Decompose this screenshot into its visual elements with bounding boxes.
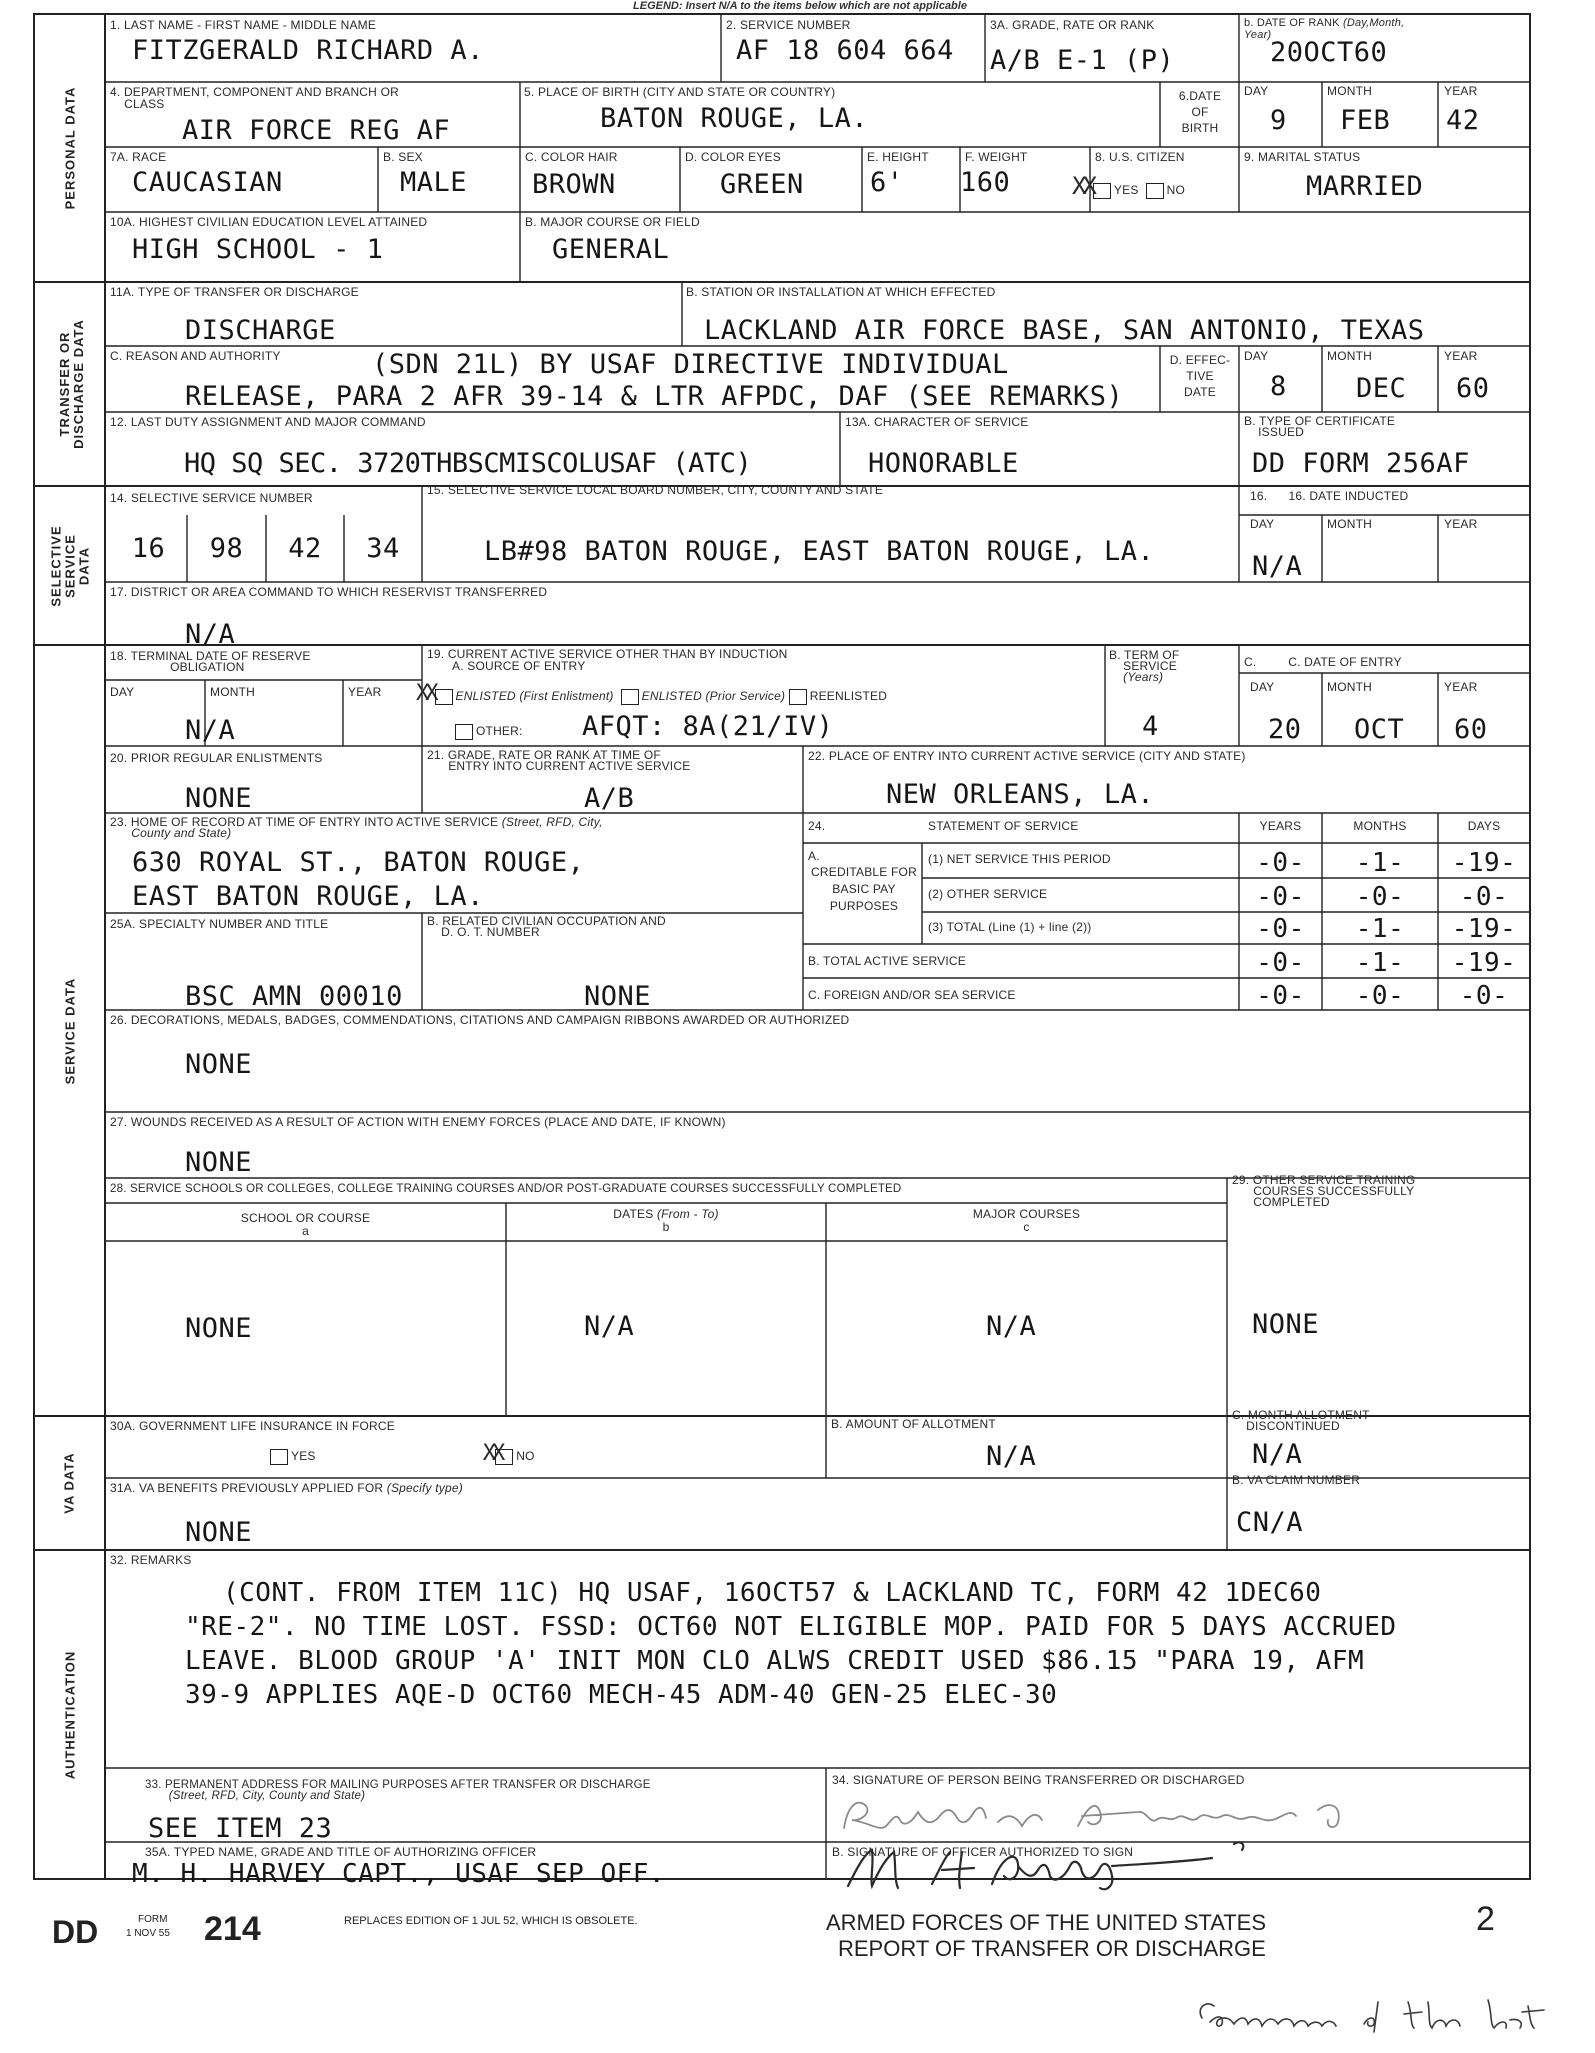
prior-enlistments-value: NONE (185, 783, 253, 814)
citizen-label: 8. U.S. CITIZEN (1095, 150, 1185, 164)
doe-month-label: MONTH (1327, 680, 1372, 694)
eff-day-value: 8 (1270, 371, 1287, 402)
effective-date-label: D. EFFEC- TIVE DATE (1169, 353, 1231, 399)
allotment-value: N/A (986, 1441, 1037, 1472)
reason-line-2: RELEASE, PARA 2 AFR 39-14 & LTR AFPDC, DAF (SEE REMARKS) (185, 381, 1124, 412)
row-total-years: -0- (1256, 914, 1305, 944)
eff-year-value: 60 (1456, 373, 1490, 404)
mailing-address-label: 33. PERMANENT ADDRESS FOR MAILING PURPOSES AFTER TRANSFER OR DISCHARGE (Street, RFD, City, County and State) (145, 1779, 651, 1802)
signature-label: 34. SIGNATURE OF PERSON BEING TRANSFERRED OR DISCHARGED (832, 1773, 1245, 1787)
grade-at-entry-label: 21. GRADE, RATE OR RANK AT TIME OF ENTRY INTO CURRENT ACTIVE SERVICE (427, 748, 691, 773)
form-label: FORM (138, 1914, 168, 1925)
citizen-yes-checkbox[interactable] (1093, 183, 1111, 199)
row-foreign-months: -0- (1355, 981, 1405, 1011)
ssn-part-3: 42 (288, 533, 322, 564)
specialty-value: BSC AMN 00010 (185, 981, 403, 1012)
row-total-active-months: -1- (1355, 948, 1405, 978)
insurance-yes-checkbox[interactable] (270, 1449, 288, 1465)
grade-at-entry-value: A/B (584, 783, 635, 814)
certificate-value: DD FORM 256AF (1252, 448, 1470, 479)
officer-label: 35A. TYPED NAME, GRADE AND TITLE OF AUTHORIZING OFFICER (145, 1845, 537, 1859)
prior-enlistments-label: 20. PRIOR REGULAR ENLISTMENTS (110, 751, 323, 765)
reason-line-1: (SDN 21L) BY USAF DIRECTIVE INDIVIDUAL (372, 349, 1009, 380)
ssn-part-1: 16 (131, 533, 166, 564)
term-of-service-value: 4 (1142, 711, 1159, 742)
other-checkbox[interactable] (455, 724, 473, 740)
other-training-label: 29. OTHER SERVICE TRAINING COURSES SUCCESSFULLY COMPLETED (1232, 1173, 1416, 1209)
service-number-label: 2. SERVICE NUMBER (726, 18, 851, 32)
home-of-record-line-2: EAST BATON ROUGE, LA. (132, 881, 484, 912)
row-total-active-label: B. TOTAL ACTIVE SERVICE (808, 954, 966, 968)
major-field-label: B. MAJOR COURSE OR FIELD (525, 215, 700, 229)
local-board-label: 15. SELECTIVE SERVICE LOCAL BOARD NUMBER, CITY, COUNTY AND STATE (427, 483, 884, 497)
row-total-active-years: -0- (1256, 948, 1305, 978)
reserve-obligation-label: 18. TERMINAL DATE OF RESERVE OBLIGATION (110, 649, 311, 674)
weight-label: F. WEIGHT (965, 150, 1028, 164)
name-label: 1. LAST NAME - FIRST NAME - MIDDLE NAME (110, 18, 377, 32)
citizen-no-checkbox[interactable] (1146, 183, 1164, 199)
race-value: CAUCASIAN (132, 167, 283, 198)
inducted-day-label: DAY (1250, 517, 1275, 531)
certificate-label: B. TYPE OF CERTIFICATE ISSUED (1244, 414, 1396, 439)
place-of-entry-value: NEW ORLEANS, LA. (886, 779, 1155, 810)
ssn-part-4: 34 (366, 533, 400, 564)
row-other-service-days: -0- (1459, 882, 1509, 912)
name-value: FITZGERALD RICHARD A. (132, 35, 484, 66)
footer-title-1: ARMED FORCES OF THE UNITED STATES (826, 1910, 1267, 1935)
transfer-type-label: 11A. TYPE OF TRANSFER OR DISCHARGE (110, 285, 359, 299)
other-option: OTHER: (455, 724, 523, 740)
row-foreign-years: -0- (1256, 981, 1305, 1011)
remarks-line-2: "RE-2". NO TIME LOST. FSSD: OCT60 NOT ELIGIBLE MOP. PAID FOR 5 DAYS ACCRUED (185, 1612, 1397, 1642)
source-options: XX ENLISTED (First Enlistment) ENLISTED (Prior Service) REENLISTED (416, 681, 888, 706)
statement-label: STATEMENT OF SERVICE (928, 819, 1079, 833)
row-net-service-days: -19- (1451, 848, 1517, 878)
eff-day-label: DAY (1244, 349, 1269, 363)
remarks-line-1: (CONT. FROM ITEM 11C) HQ USAF, 16OCT57 & LACKLAND TC, FORM 42 1DEC60 (223, 1578, 1322, 1608)
enlisted-first-checkbox[interactable] (435, 689, 453, 705)
height-label: E. HEIGHT (867, 150, 929, 164)
term-of-service-label: B. TERM OF SERVICE (Years) (1109, 648, 1180, 684)
row-total-months: -1- (1355, 914, 1405, 944)
section-va-data: VA DATA (62, 1452, 77, 1514)
handwritten-note (1188, 1988, 1568, 2038)
date-of-birth-label: 6.DATE OF BIRTH (1178, 89, 1222, 135)
major-courses-value: N/A (986, 1311, 1037, 1342)
creditable-label: CREDITABLE FOR BASIC PAY PURPOSES (811, 865, 917, 913)
decorations-value: NONE (185, 1049, 253, 1080)
dob-month-value: FEB (1340, 105, 1391, 136)
allotment-label: B. AMOUNT OF ALLOTMENT (831, 1417, 996, 1431)
last-duty-label: 12. LAST DUTY ASSIGNMENT AND MAJOR COMMAND (110, 415, 426, 429)
reserve-day-label: DAY (110, 685, 135, 699)
section-authentication: AUTHENTICATION (62, 1650, 77, 1779)
station-label: B. STATION OR INSTALLATION AT WHICH EFFECTED (686, 285, 996, 299)
weight-value: 160 (960, 167, 1011, 198)
schools-label: 28. SERVICE SCHOOLS OR COLLEGES, COLLEGE TRAINING COURSES AND/OR POST-GRADUATE COURSES SUCCESSFULLY COMPLETED (110, 1183, 902, 1195)
form-dd-label: DD (52, 1914, 99, 1950)
eyes-value: GREEN (720, 169, 804, 200)
discontinued-label: C. MONTH ALLOTMENT DISCONTINUED (1232, 1408, 1370, 1433)
row-foreign-label: C. FOREIGN AND/OR SEA SERVICE (808, 988, 1016, 1002)
school-column-header: SCHOOL OR COURSE a (240, 1211, 371, 1238)
dob-month-label: MONTH (1327, 84, 1372, 98)
inducted-year-label: YEAR (1444, 517, 1478, 531)
row-net-service-months: -1- (1355, 848, 1405, 878)
marital-value: MARRIED (1306, 171, 1424, 202)
statement-number: 24. (808, 819, 826, 833)
footer-title-2: REPORT OF TRANSFER OR DISCHARGE (838, 1936, 1266, 1961)
row-other-service-label: (2) OTHER SERVICE (928, 887, 1048, 901)
last-duty-value: HQ SQ SEC. 3720THBSCMISCOLUSAF (ATC) (184, 448, 752, 479)
department-label: 4. DEPARTMENT, COMPONENT AND BRANCH OR CLASS (110, 85, 399, 111)
service-number-value: AF 18 604 664 (736, 35, 954, 66)
insurance-options: YES XX NO (270, 1448, 535, 1465)
height-value: 6' (870, 167, 904, 198)
remarks-line-3: LEAVE. BLOOD GROUP 'A' INIT MON CLO ALWS CREDIT USED $86.15 "PARA 19, AFM (185, 1646, 1365, 1676)
section-selective-service-data: SELECTIVE SERVICE DATA (49, 524, 92, 607)
ssn-part-2: 98 (209, 533, 244, 564)
row-net-service-label: (1) NET SERVICE THIS PERIOD (928, 852, 1111, 866)
form-date: 1 NOV 55 (126, 1928, 170, 1939)
eyes-label: D. COLOR EYES (685, 150, 781, 164)
source-mark: XX (416, 681, 435, 706)
benefits-label: 31A. VA BENEFITS PREVIOUSLY APPLIED FOR (Specify type) (110, 1481, 463, 1495)
civilian-occupation-label: B. RELATED CIVILIAN OCCUPATION AND D. O. T. NUMBER (427, 914, 666, 939)
other-training-value: NONE (1252, 1309, 1320, 1340)
citizen-checkboxes: XX YES NO (1072, 172, 1186, 200)
date-inducted-label: 16. 16. DATE INDUCTED (1250, 489, 1409, 503)
source-of-entry-label: A. SOURCE OF ENTRY (452, 659, 586, 673)
sex-value: MALE (400, 167, 468, 198)
officer-signature-label: B. SIGNATURE OF OFFICER AUTHORIZED TO SIGN (832, 1845, 1134, 1859)
transfer-type-value: DISCHARGE (185, 315, 336, 346)
eff-year-label: YEAR (1444, 349, 1478, 363)
civilian-occupation-value: NONE (584, 981, 652, 1012)
dates-column-header: DATES (From - To) b (613, 1207, 719, 1234)
doe-year-value: 60 (1454, 714, 1488, 745)
reenlisted-checkbox[interactable] (789, 689, 807, 705)
section-transfer-data: TRANSFER OR DISCHARGE DATA (57, 319, 87, 449)
wounds-label: 27. WOUNDS RECEIVED AS A RESULT OF ACTION WITH ENEMY FORCES (PLACE AND DATE, IF KNOWN) (110, 1115, 726, 1129)
creditable-a-label: A. (808, 849, 820, 863)
hair-label: C. COLOR HAIR (525, 150, 618, 164)
insurance-mark: XX (482, 1441, 502, 1466)
transferee-signature (838, 1782, 1438, 1842)
doe-day-value: 20 (1268, 714, 1302, 745)
local-board-value: LB#98 BATON ROUGE, EAST BATON ROUGE, LA. (484, 536, 1155, 567)
eff-month-label: MONTH (1327, 349, 1372, 363)
education-label: 10A. HIGHEST CIVILIAN EDUCATION LEVEL ATTAINED (110, 215, 428, 229)
date-of-rank-label: b. DATE OF RANK (Day,Month, Year) (1244, 17, 1405, 41)
grade-value: A/B E-1 (P) (990, 45, 1175, 76)
dob-day-value: 9 (1270, 105, 1287, 136)
eff-month-value: DEC (1356, 373, 1407, 404)
place-of-birth-value: BATON ROUGE, LA. (600, 103, 869, 134)
decorations-label: 26. DECORATIONS, MEDALS, BADGES, COMMENDATIONS, CITATIONS AND CAMPAIGN RIBBONS AWARDED OR AUTHORIZED (110, 1013, 850, 1027)
reason-label: C. REASON AND AUTHORITY (110, 349, 281, 363)
doe-month-value: OCT (1354, 714, 1405, 745)
education-value: HIGH SCHOOL - 1 (132, 234, 384, 265)
claim-label: B. VA CLAIM NUMBER (1232, 1473, 1361, 1487)
benefits-value: NONE (185, 1517, 253, 1548)
specialty-label: 25A. SPECIALTY NUMBER AND TITLE (110, 917, 329, 931)
row-total-days: -19- (1451, 914, 1517, 944)
grade-label: 3A. GRADE, RATE OR RANK (990, 18, 1155, 32)
place-of-entry-label: 22. PLACE OF ENTRY INTO CURRENT ACTIVE SERVICE (CITY AND STATE) (808, 749, 1246, 763)
enlisted-prior-checkbox[interactable] (621, 689, 639, 705)
officer-value: M. H. HARVEY CAPT., USAF SEP OFF. (132, 1859, 666, 1889)
major-courses-column-header: MAJOR COURSES c (972, 1207, 1081, 1234)
citizen-mark: XX (1072, 172, 1093, 200)
mailing-address-value: SEE ITEM 23 (148, 1813, 333, 1844)
ssn-label: 14. SELECTIVE SERVICE NUMBER (110, 491, 313, 505)
station-value: LACKLAND AIR FORCE BASE, SAN ANTONIO, TEXAS (704, 315, 1425, 346)
doe-year-label: YEAR (1444, 680, 1478, 694)
major-field-value: GENERAL (552, 234, 670, 265)
reserve-year-label: YEAR (348, 685, 382, 699)
school-value: NONE (185, 1313, 253, 1344)
row-foreign-days: -0- (1459, 981, 1509, 1011)
remarks-line-4: 39-9 APPLIES AQE-D OCT60 MECH-45 ADM-40 GEN-25 ELEC-30 (185, 1680, 1058, 1710)
district-label: 17. DISTRICT OR AREA COMMAND TO WHICH RESERVIST TRANSFERRED (110, 585, 548, 599)
dob-year-label: YEAR (1444, 84, 1478, 98)
row-total-active-days: -19- (1451, 948, 1517, 978)
race-label: 7A. RACE (110, 150, 167, 164)
row-total-label: (3) TOTAL (Line (1) + line (2)) (928, 920, 1092, 934)
row-other-service-months: -0- (1355, 882, 1405, 912)
years-label: YEARS (1259, 819, 1302, 833)
date-of-rank-value: 20OCT60 (1270, 37, 1388, 68)
district-value: N/A (185, 619, 236, 650)
insurance-label: 30A. GOVERNMENT LIFE INSURANCE IN FORCE (110, 1419, 395, 1433)
dob-day-label: DAY (1244, 84, 1269, 98)
reserve-obligation-value: N/A (185, 715, 236, 746)
reserve-month-label: MONTH (210, 685, 255, 699)
page-number: 2 (1476, 1900, 1495, 1938)
wounds-value: NONE (185, 1147, 253, 1178)
officer-signature (842, 1836, 1312, 1896)
home-of-record-label: 23. HOME OF RECORD AT TIME OF ENTRY INTO ACTIVE SERVICE (Street, RFD, City, County and State) (110, 815, 603, 840)
character-value: HONORABLE (868, 448, 1019, 479)
sex-label: B. SEX (383, 150, 423, 164)
row-net-service-years: -0- (1256, 848, 1305, 878)
insurance-no-checkbox[interactable] (495, 1449, 513, 1465)
home-of-record-line-1: 630 ROYAL ST., BATON ROUGE, (132, 847, 585, 878)
marital-label: 9. MARITAL STATUS (1244, 150, 1361, 164)
place-of-birth-label: 5. PLACE OF BIRTH (CITY AND STATE OR COUNTRY) (524, 85, 836, 99)
months-label: MONTHS (1353, 819, 1407, 833)
current-service-label: 19. CURRENT ACTIVE SERVICE OTHER THAN BY INDUCTION (427, 647, 788, 661)
form-number: 214 (204, 1910, 261, 1948)
date-inducted-value: N/A (1252, 551, 1303, 582)
dob-year-value: 42 (1446, 105, 1480, 136)
department-value: AIR FORCE REG AF (182, 115, 451, 146)
afqt-value: AFQT: 8A(21/IV) (582, 711, 834, 742)
discontinued-value: N/A (1252, 1439, 1303, 1470)
date-of-entry-label: C. C. DATE OF ENTRY (1244, 655, 1402, 669)
replaces-note: REPLACES EDITION OF 1 JUL 52, WHICH IS OBSOLETE. (344, 1915, 638, 1927)
section-service-data: SERVICE DATA (62, 977, 77, 1084)
doe-day-label: DAY (1250, 680, 1275, 694)
character-label: 13A. CHARACTER OF SERVICE (845, 415, 1029, 429)
hair-value: BROWN (532, 169, 616, 200)
days-label: DAYS (1467, 819, 1501, 833)
legend: LEGEND: Insert N/A to the items below which are not applicable (633, 0, 967, 12)
inducted-month-label: MONTH (1327, 517, 1372, 531)
claim-value: CN/A (1236, 1507, 1304, 1538)
row-other-service-years: -0- (1256, 882, 1305, 912)
section-personal-data: PERSONAL DATA (62, 86, 78, 210)
dates-value: N/A (584, 1311, 635, 1342)
remarks-label: 32. REMARKS (110, 1553, 192, 1567)
